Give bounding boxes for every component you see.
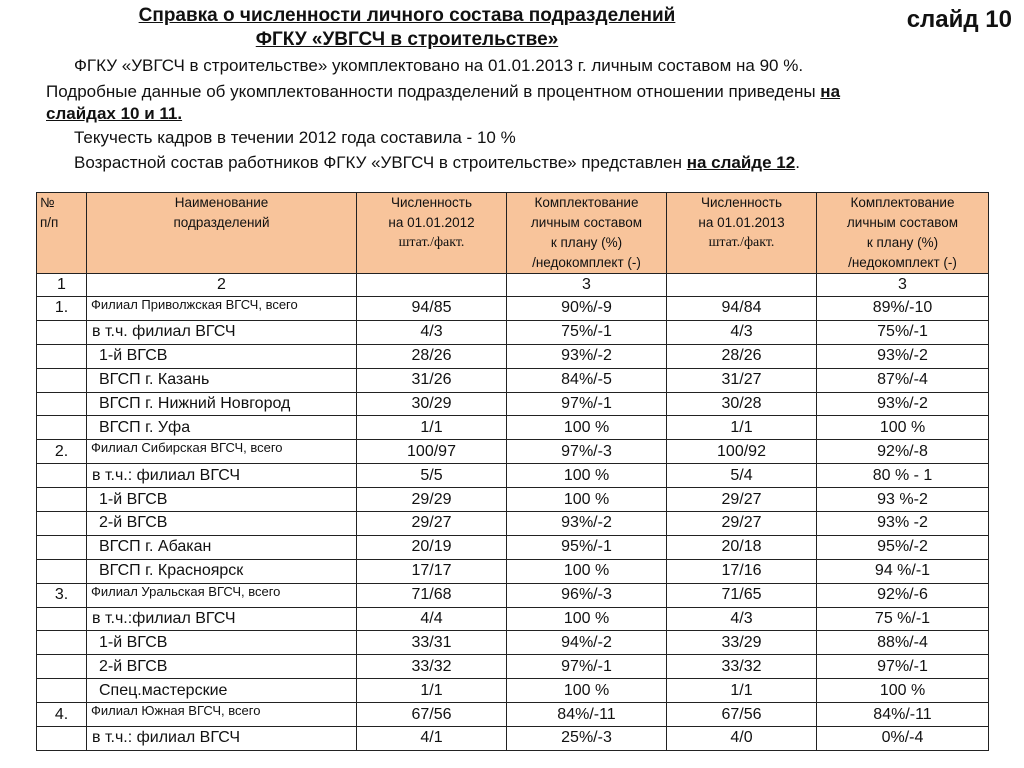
row-number-cell: 3. <box>37 583 87 607</box>
table-row <box>37 559 989 583</box>
row-count-2013-cell: 100/92 <box>667 440 817 464</box>
header-staffing-2013-line: Комплектование <box>850 195 955 210</box>
header-name-line: подразделений <box>173 215 270 230</box>
row-number-cell: 2. <box>37 440 87 464</box>
row-number-cell <box>37 344 87 368</box>
row-staffing-2012-cell: 100 % <box>507 416 667 440</box>
row-staffing-2013-cell: 84%/-11 <box>817 703 989 727</box>
row-count-2012-cell: 28/26 <box>357 344 507 368</box>
row-staffing-2012-cell: 96%/-3 <box>507 583 667 607</box>
row-number-cell <box>37 488 87 512</box>
row-staffing-2012-cell: 100 % <box>507 607 667 631</box>
row-count-2013-cell: 1/1 <box>667 679 817 703</box>
row-number-cell: 1. <box>37 297 87 321</box>
row-name-cell: в т.ч.: филиал ВГСЧ <box>87 727 357 751</box>
row-count-2013-cell: 29/27 <box>667 488 817 512</box>
table-row <box>37 320 989 344</box>
header-number-line: № <box>40 195 55 210</box>
row-name-cell: ВГСП г. Казань <box>87 368 357 392</box>
page-title-line-2: ФГКУ «УВГСЧ в строительстве» <box>255 29 559 50</box>
header-staffing-2012-line: к плану (%) <box>550 235 623 250</box>
header-staffing-2013 <box>817 193 989 274</box>
table-row <box>37 535 989 559</box>
header-staffing-2012-line: личным составом <box>530 215 643 230</box>
row-staffing-2012-cell: 93%/-2 <box>507 344 667 368</box>
row-staffing-2012-cell: 100 % <box>507 464 667 488</box>
table-row <box>37 583 989 607</box>
row-name-cell: ВГСП г. Нижний Новгород <box>87 392 357 416</box>
row-count-2013-cell: 67/56 <box>667 703 817 727</box>
row-count-2013-cell: 94/84 <box>667 297 817 321</box>
row-count-2013-cell: 31/27 <box>667 368 817 392</box>
index-cell: 2 <box>87 274 357 297</box>
header-count-2012-sub: штат./факт. <box>398 235 465 250</box>
row-number-cell <box>37 607 87 631</box>
row-count-2012-cell: 4/4 <box>357 607 507 631</box>
row-count-2012-cell: 1/1 <box>357 679 507 703</box>
row-number-cell <box>37 559 87 583</box>
row-number-cell <box>37 679 87 703</box>
row-number-cell <box>37 320 87 344</box>
table-row <box>37 440 989 464</box>
row-count-2012-cell: 94/85 <box>357 297 507 321</box>
row-count-2013-cell: 17/16 <box>667 559 817 583</box>
row-name-cell: Филиал Южная ВГСЧ, всего <box>87 703 357 727</box>
row-number-cell <box>37 392 87 416</box>
turnover-paragraph: Текучесть кадров в течении 2012 года составила - 10 % <box>74 128 516 147</box>
row-staffing-2013-cell: 89%/-10 <box>817 297 989 321</box>
row-number-cell <box>37 512 87 536</box>
row-staffing-2012-cell: 84%/-11 <box>507 703 667 727</box>
row-name-cell: ВГСП г. Абакан <box>87 535 357 559</box>
row-staffing-2013-cell: 92%/-6 <box>817 583 989 607</box>
index-cell: 3 <box>507 274 667 297</box>
age-slide-link: на слайде 12 <box>686 153 796 172</box>
row-staffing-2012-cell: 97%/-1 <box>507 655 667 679</box>
index-cell <box>357 274 507 297</box>
row-name-cell: 1-й ВГСВ <box>87 344 357 368</box>
header-count-2012-line: на 01.01.2012 <box>388 215 475 230</box>
header-number-line: п/п <box>40 215 59 230</box>
row-staffing-2012-cell: 95%/-1 <box>507 535 667 559</box>
row-number-cell <box>37 535 87 559</box>
page-title-line-1: Справка о численности личного состава подразделений <box>138 5 676 26</box>
header-number <box>37 193 87 274</box>
row-count-2013-cell: 4/0 <box>667 727 817 751</box>
row-count-2012-cell: 4/1 <box>357 727 507 751</box>
intro-paragraph-staffing: ФГКУ «УВГСЧ в строительстве» укомплектовано на 01.01.2013 г. личным составом на 90 %. <box>74 56 804 75</box>
staffing-table <box>36 192 989 751</box>
header-staffing-2013-line: личным составом <box>846 215 959 230</box>
row-count-2012-cell: 4/3 <box>357 320 507 344</box>
row-number-cell <box>37 464 87 488</box>
row-number-cell <box>37 368 87 392</box>
header-staffing-2013-line: к плану (%) <box>866 235 939 250</box>
row-count-2013-cell: 4/3 <box>667 607 817 631</box>
header-count-2013-sub: штат./факт. <box>708 235 775 250</box>
row-number-cell: 4. <box>37 703 87 727</box>
row-staffing-2013-cell: 97%/-1 <box>817 655 989 679</box>
header-count-2013-line: на 01.01.2013 <box>698 215 785 230</box>
table-row <box>37 297 989 321</box>
index-cell: 3 <box>817 274 989 297</box>
row-name-cell: Филиал Уральская ВГСЧ, всего <box>87 583 357 607</box>
row-staffing-2013-cell: 87%/-4 <box>817 368 989 392</box>
row-staffing-2012-cell: 25%/-3 <box>507 727 667 751</box>
row-count-2012-cell: 5/5 <box>357 464 507 488</box>
slide-number: слайд 10 <box>906 6 1012 33</box>
table-row <box>37 607 989 631</box>
row-staffing-2013-cell: 95%/-2 <box>817 535 989 559</box>
row-name-cell: Филиал Приволжская ВГСЧ, всего <box>87 297 357 321</box>
header-name <box>87 193 357 274</box>
row-staffing-2013-cell: 100 % <box>817 416 989 440</box>
header-count-2012-line: Численность <box>390 195 473 210</box>
table-row <box>37 703 989 727</box>
row-count-2013-cell: 28/26 <box>667 344 817 368</box>
header-staffing-2013-line: /недокомплект (-) <box>848 255 957 270</box>
header-name-line: Наименование <box>174 195 269 210</box>
table-row <box>37 368 989 392</box>
row-number-cell <box>37 655 87 679</box>
row-staffing-2012-cell: 100 % <box>507 679 667 703</box>
row-count-2012-cell: 30/29 <box>357 392 507 416</box>
row-name-cell: 2-й ВГСВ <box>87 512 357 536</box>
index-cell <box>667 274 817 297</box>
row-staffing-2012-cell: 90%/-9 <box>507 297 667 321</box>
row-staffing-2013-cell: 75%/-1 <box>817 320 989 344</box>
row-staffing-2013-cell: 88%/-4 <box>817 631 989 655</box>
table-row <box>37 679 989 703</box>
row-count-2012-cell: 17/17 <box>357 559 507 583</box>
row-count-2013-cell: 33/29 <box>667 631 817 655</box>
row-staffing-2013-cell: 75 %/-1 <box>817 607 989 631</box>
row-staffing-2013-cell: 93 %-2 <box>817 488 989 512</box>
row-staffing-2012-cell: 100 % <box>507 559 667 583</box>
details-link-part2: слайдах 10 и 11. <box>46 104 183 123</box>
row-count-2012-cell: 1/1 <box>357 416 507 440</box>
age-paragraph <box>74 151 800 174</box>
row-staffing-2012-cell: 97%/-3 <box>507 440 667 464</box>
row-number-cell <box>37 631 87 655</box>
header-staffing-2012-line: /недокомплект (-) <box>532 255 641 270</box>
header-count-2013-line: Численность <box>700 195 783 210</box>
row-count-2013-cell: 29/27 <box>667 512 817 536</box>
row-name-cell: в т.ч.:филиал ВГСЧ <box>87 607 357 631</box>
details-text: Подробные данные об укомплектованности подразделений в процентном отношении приведены <box>46 82 821 101</box>
row-staffing-2013-cell: 0%/-4 <box>817 727 989 751</box>
row-staffing-2012-cell: 94%/-2 <box>507 631 667 655</box>
row-count-2013-cell: 5/4 <box>667 464 817 488</box>
row-staffing-2013-cell: 93% -2 <box>817 512 989 536</box>
row-count-2013-cell: 33/32 <box>667 655 817 679</box>
table-header-row <box>37 193 989 274</box>
row-staffing-2013-cell: 93%/-2 <box>817 392 989 416</box>
row-staffing-2013-cell: 94 %/-1 <box>817 559 989 583</box>
row-count-2013-cell: 4/3 <box>667 320 817 344</box>
row-staffing-2012-cell: 97%/-1 <box>507 392 667 416</box>
row-count-2013-cell: 30/28 <box>667 392 817 416</box>
table-row <box>37 392 989 416</box>
header-count-2013 <box>667 193 817 274</box>
row-name-cell: 2-й ВГСВ <box>87 655 357 679</box>
row-name-cell: Филиал Сибирская ВГСЧ, всего <box>87 440 357 464</box>
row-count-2012-cell: 31/26 <box>357 368 507 392</box>
header-staffing-2012-line: Комплектование <box>534 195 639 210</box>
index-cell: 1 <box>37 274 87 297</box>
row-staffing-2013-cell: 93%/-2 <box>817 344 989 368</box>
row-number-cell <box>37 416 87 440</box>
table-row <box>37 655 989 679</box>
row-count-2012-cell: 100/97 <box>357 440 507 464</box>
row-count-2012-cell: 29/27 <box>357 512 507 536</box>
row-count-2012-cell: 33/31 <box>357 631 507 655</box>
row-name-cell: ВГСП г. Красноярск <box>87 559 357 583</box>
table-row <box>37 464 989 488</box>
row-number-cell <box>37 727 87 751</box>
row-count-2013-cell: 20/18 <box>667 535 817 559</box>
row-name-cell: 1-й ВГСВ <box>87 631 357 655</box>
intro-paragraph-details <box>46 80 840 103</box>
age-period: . <box>795 153 800 172</box>
age-text: Возрастной состав работников ФГКУ «УВГСЧ в строительстве» представлен <box>74 153 687 172</box>
row-count-2012-cell: 29/29 <box>357 488 507 512</box>
table-row <box>37 488 989 512</box>
row-name-cell: в т.ч.: филиал ВГСЧ <box>87 464 357 488</box>
table-row <box>37 512 989 536</box>
row-count-2012-cell: 71/68 <box>357 583 507 607</box>
row-count-2013-cell: 1/1 <box>667 416 817 440</box>
row-count-2012-cell: 33/32 <box>357 655 507 679</box>
table-row <box>37 727 989 751</box>
row-count-2013-cell: 71/65 <box>667 583 817 607</box>
header-count-2012 <box>357 193 507 274</box>
row-staffing-2012-cell: 75%/-1 <box>507 320 667 344</box>
intro-paragraph-details-cont <box>46 102 182 125</box>
table-row <box>37 416 989 440</box>
row-name-cell: ВГСП г. Уфа <box>87 416 357 440</box>
row-staffing-2013-cell: 80 % - 1 <box>817 464 989 488</box>
details-link-part1: на <box>820 82 841 101</box>
header-staffing-2012 <box>507 193 667 274</box>
column-index-row <box>37 274 989 297</box>
row-staffing-2012-cell: 93%/-2 <box>507 512 667 536</box>
row-count-2012-cell: 20/19 <box>357 535 507 559</box>
table-row <box>37 344 989 368</box>
row-staffing-2013-cell: 100 % <box>817 679 989 703</box>
row-name-cell: 1-й ВГСВ <box>87 488 357 512</box>
row-count-2012-cell: 67/56 <box>357 703 507 727</box>
row-staffing-2012-cell: 84%/-5 <box>507 368 667 392</box>
row-name-cell: в т.ч. филиал ВГСЧ <box>87 320 357 344</box>
table-row <box>37 631 989 655</box>
row-staffing-2013-cell: 92%/-8 <box>817 440 989 464</box>
row-name-cell: Спец.мастерские <box>87 679 357 703</box>
row-staffing-2012-cell: 100 % <box>507 488 667 512</box>
